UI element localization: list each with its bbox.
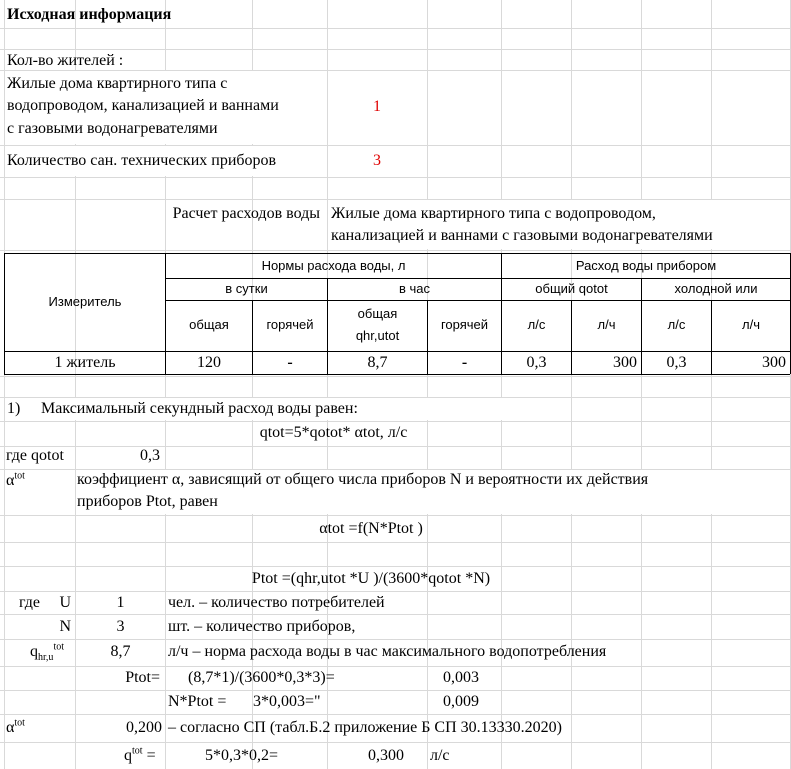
qhr-desc: л/ч – норма расхода воды в час максимального водопотребления [168,643,607,660]
u-label: U [59,594,71,611]
q-unit: л/с [430,747,450,764]
per-day-header: в сутки [225,281,268,296]
table-cell-ls-2: 0,3 [666,354,687,371]
q-expression: 5*0,3*0,2= [205,747,279,764]
flow-header: Расход воды прибором [575,258,717,273]
alpha-desc-line-2: приборов Ptot, равен [77,493,218,510]
building-desc-line-1: Жилые дома квартирного типа с [7,75,228,92]
where-label: где [19,594,41,611]
cold-or-header: холодной или [674,281,758,296]
norms-header: Нормы расхода воды, л [261,258,406,273]
section-1-text: Максимальный секундный расход воды равен: [41,400,358,417]
table-cell-measure: 1 житель [54,354,116,371]
total-q-header: общий qotot [535,281,608,296]
section-1-number: 1) [7,400,21,417]
qhr-label: $q_{hr,u}^{tot}$ [30,641,64,664]
building-desc-line-2: водопроводом, канализацией и ваннами [7,97,279,114]
ptot-value: 0,003 [443,669,479,686]
calc-desc-line-2: канализацией и ваннами с газовыми водонагревателями [331,227,713,244]
fixtures-value[interactable]: 3 [373,152,381,169]
residents-value[interactable]: 1 [373,98,381,115]
page-title: Исходная информация [7,6,172,23]
table-cell-ls: 0,3 [526,354,547,371]
table-cell-lh-2: 300 [762,354,786,371]
where-qotot-label: где qotot [6,447,64,464]
calc-desc-line-1: Жилые дома квартирного типа с водопроводом, [331,205,656,222]
u-value: 1 [116,594,125,611]
building-desc-line-3: с газовыми водонагревателями [7,120,218,137]
col-total-hr-line-1: общая [357,306,398,321]
where-qotot-value: 0,3 [140,447,160,464]
table-cell-total-day: 120 [197,354,221,371]
ptot-expression: (8,7*1)/(3600*0,3*3)= [188,669,335,686]
measure-header: Измеритель [48,294,122,309]
table-cell-hot-hour: - [461,354,468,371]
alpha-formula: αtot =f(N*Ptot ) [319,520,423,537]
alpha-value: 0,200 [126,719,162,736]
n-value: 3 [116,618,125,635]
u-desc: чел. – количество потребителей [168,594,385,611]
col-lh: л/ч [597,317,616,332]
calc-label: Расчет расходов воды [172,205,320,222]
alpha-desc-line-1: коэффициент α, зависящий от общего числа приборов N и вероятности их действия [77,471,649,488]
table-cell-lh: 300 [613,354,637,371]
alpha-source: – согласно СП (табл.Б.2 приложение Б СП 30.13330.2020) [168,719,562,736]
alpha-tot-result-label: $\alpha^{tot}$ [6,717,25,736]
nptot-label: N*Ptot = [168,693,227,710]
ptot-label: Ptot= [125,669,160,686]
q-result-label: $q^{tot}$ = [124,745,156,764]
ptot-formula: Ptot =(qhr,utot *U )/(3600*qotot *N) [251,570,491,587]
nptot-expression: 3*0,003=" [253,693,321,710]
col-hot: горячей [266,317,314,332]
alpha-tot-label: $\alpha^{tot}$ [6,470,25,489]
col-ls-2: л/с [667,317,686,332]
formula-q: qtot=5*qotot* αtot, л/с [259,424,408,441]
col-total-hr-line-2: qhr,utot [355,328,400,343]
col-total: общая [189,317,229,332]
residents-label: Кол-во жителей : [7,52,124,69]
table-cell-total-hour: 8,7 [367,354,388,371]
per-hour-header: в час [398,281,431,296]
nptot-value: 0,009 [443,693,479,710]
col-hot-2: горячей [440,317,489,332]
col-lh-2: л/ч [742,317,760,332]
table-cell-hot-day: - [287,354,293,371]
n-desc: шт. – количество приборов, [168,618,356,635]
qhr-value: 8,7 [110,643,131,660]
n-label: N [59,618,71,635]
col-ls: л/с [527,317,546,332]
fixtures-label: Количество сан. технических приборов [7,152,277,169]
q-value: 0,300 [368,747,404,764]
